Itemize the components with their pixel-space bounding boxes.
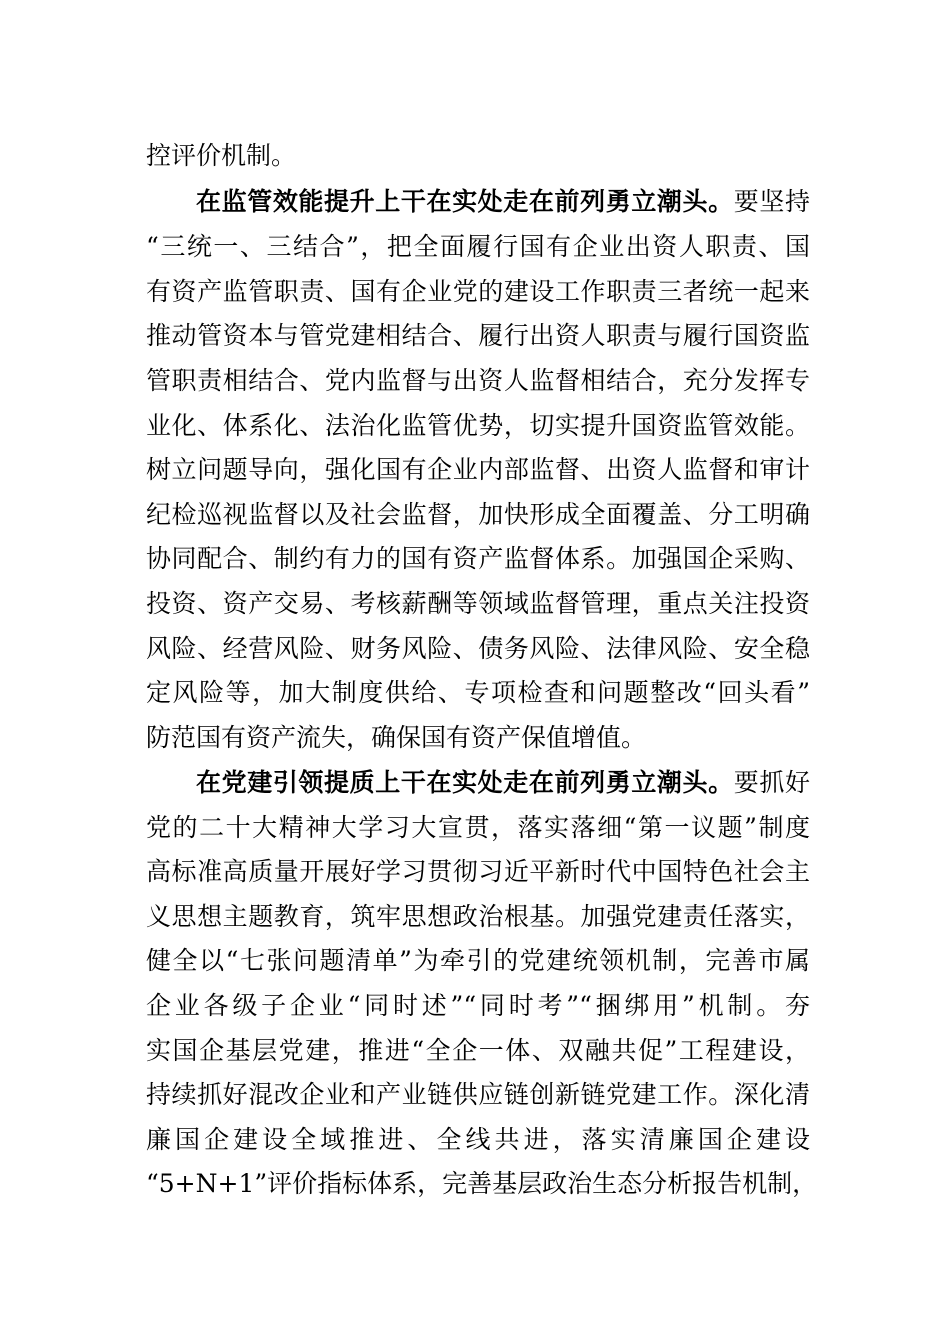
paragraph-heading: 在监管效能提升上干在实处走在前列勇立潮头。 [196, 187, 734, 216]
paragraph-2-first-line [146, 761, 810, 805]
text-line: 持续抓好混改企业和产业链供应链创新链党建工作。深化清 [146, 1080, 810, 1109]
text-line: 投资、资产交易、考核薪酬等领域监督管理，重点关注投资 [146, 589, 810, 618]
text-line: 实国企基层党建，推进“全企一体、双融共促”工程建设， [146, 1036, 810, 1065]
text-line: 有资产监管职责、国有企业党的建设工作职责三者统一起来 [146, 277, 810, 306]
text-line: 树立问题导向，强化国有企业内部监督、出资人监督和审计 [146, 455, 810, 484]
text-line: 纪检巡视监督以及社会监督，加快形成全面覆盖、分工明确 [146, 500, 810, 529]
text-fragment: 要坚持 [733, 187, 810, 216]
text-line: 廉国企建设全域推进、全线共进，落实清廉国企建设 [146, 1125, 810, 1154]
text-line: 党的二十大精神大学习大宣贯，落实落细“第一议题”制度 [146, 813, 810, 842]
text-line: 定风险等，加大制度供给、专项检查和问题整改“回头看” [146, 678, 810, 707]
text-line: 推动管资本与管党建相结合、履行出资人职责与履行国资监 [146, 321, 810, 350]
text-line: 防范国有资产流失，确保国有资产保值增值。 [146, 723, 647, 752]
text-line: 业化、体系化、法治化监管优势，切实提升国资监管效能。 [146, 411, 810, 440]
text-fragment: 要抓好 [733, 768, 810, 797]
text-line: 健全以“七张问题清单”为牵引的党建统领机制，完善市属 [146, 946, 810, 975]
text-line: 企业各级子企业“同时述”“同时考”“捆绑用”机制。夯 [146, 991, 810, 1020]
paragraph-1-first-line [146, 180, 810, 224]
paragraph-heading: 在党建引领提质上干在实处走在前列勇立潮头。 [196, 768, 734, 797]
text-line: “5+N+1”评价指标体系，完善基层政治生态分析报告机制， [146, 1169, 818, 1198]
text-line: 管职责相结合、党内监督与出资人监督相结合，充分发挥专 [146, 366, 810, 395]
text-line: 控评价机制。 [146, 141, 297, 170]
text-line: 协同配合、制约有力的国有资产监督体系。加强国企采购、 [146, 544, 810, 573]
text-line: 高标准高质量开展好学习贯彻习近平新时代中国特色社会主 [146, 857, 810, 886]
text-line: “三统一、三结合”，把全面履行国有企业出资人职责、国 [146, 232, 810, 261]
text-line: 风险、经营风险、财务风险、债务风险、法律风险、安全稳 [146, 634, 810, 663]
text-line: 义思想主题教育，筑牢思想政治根基。加强党建责任落实， [146, 902, 810, 931]
